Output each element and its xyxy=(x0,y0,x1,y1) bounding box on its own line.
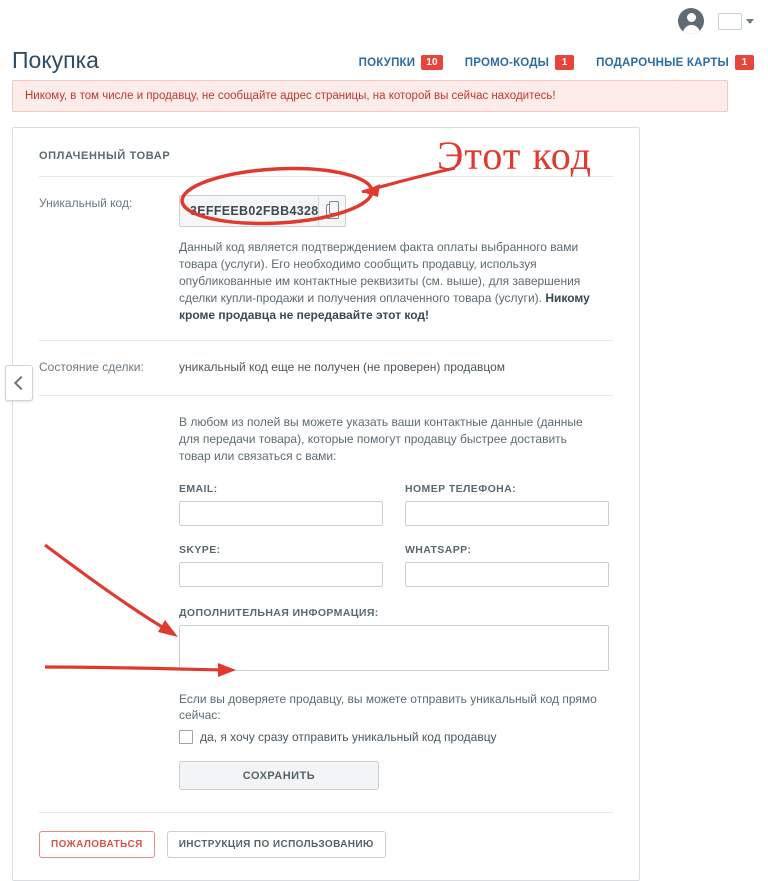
email-field-group xyxy=(179,481,383,526)
unique-code-description xyxy=(179,239,599,324)
skype-label: SKYPE: xyxy=(179,544,221,556)
phone-field-group xyxy=(405,481,609,526)
deal-state-value: уникальный код еще не получен (не проверен) продавцом xyxy=(179,360,506,374)
instruction-button[interactable]: ИНСТРУКЦИЯ ПО ИСПОЛЬЗОВАНИЮ xyxy=(167,831,386,858)
page-header xyxy=(12,42,754,72)
contacts-fields xyxy=(179,481,609,587)
panel-footer xyxy=(13,831,639,880)
unique-code-value: 3EFFEEB02FBB4328 xyxy=(190,204,319,218)
russian-flag-icon xyxy=(718,13,742,30)
send-code-checkbox[interactable] xyxy=(179,730,193,744)
whatsapp-label: WHATSAPP: xyxy=(405,544,472,556)
contacts-spacer xyxy=(39,414,179,790)
warning-banner: Никому, в том числе и продавцу, не сообщайте адрес страницы, на которой вы сейчас находитесь! xyxy=(12,80,728,112)
extra-info-textarea[interactable] xyxy=(179,625,609,671)
nav-item-purchases-label: ПОКУПКИ xyxy=(358,56,416,69)
nav-item-giftcards-badge: 1 xyxy=(735,55,754,70)
unique-code-description-text: Данный код является подтверждением факта оплаты выбранного вами товара (услуги). Его необходимо сообщить продавцу, используя опубликованные им контактные реквизиты (см. выше), для завершения сделки купли-продажи и получения оплаченного товара (услуги). xyxy=(179,240,581,305)
extra-info-label: ДОПОЛНИТЕЛЬНАЯ ИНФОРМАЦИЯ: xyxy=(179,607,379,619)
skype-field-group xyxy=(179,542,383,587)
email-input[interactable] xyxy=(179,501,383,526)
language-selector[interactable] xyxy=(718,13,754,30)
phone-label: НОМЕР ТЕЛЕФОНА: xyxy=(405,483,516,495)
user-avatar-icon[interactable] xyxy=(678,8,704,34)
chevron-down-icon xyxy=(746,19,754,24)
contacts-intro: В любом из полей вы можете указать ваши контактные данные (данные для передачи товара), которые помогут продавцу быстрее доставить товар или связаться с вами: xyxy=(179,415,583,463)
purchase-panel xyxy=(12,127,640,881)
panel-title: ОПЛАЧЕННЫЙ ТОВАР xyxy=(39,150,171,162)
nav-item-purchases-badge: 10 xyxy=(421,55,443,70)
top-bar xyxy=(678,8,754,34)
email-label: EMAIL: xyxy=(179,483,218,495)
unique-code-field[interactable] xyxy=(179,195,346,227)
send-code-checkbox-label: да, я хочу сразу отправить уникальный код продавцу xyxy=(200,730,497,744)
nav-item-giftcards-label: ПОДАРОЧНЫЕ КАРТЫ xyxy=(596,56,729,69)
whatsapp-field-group xyxy=(405,542,609,587)
nav-item-promocodes-label: ПРОМО-КОДЫ xyxy=(464,56,550,69)
nav-item-promocodes[interactable] xyxy=(465,55,574,70)
complain-button[interactable]: ПОЖАЛОВАТЬСЯ xyxy=(39,831,155,858)
unique-code-row xyxy=(13,177,639,324)
skype-input[interactable] xyxy=(179,562,383,587)
annotation-label-code: Этот код xyxy=(437,133,592,178)
deal-state-label: Состояние сделки: xyxy=(39,360,144,374)
nav-item-giftcards[interactable] xyxy=(596,55,754,70)
copy-icon xyxy=(326,204,339,219)
chevron-left-icon xyxy=(13,376,27,390)
unique-code-description-bold: Никому кроме продавца не передавайте этот код! xyxy=(179,291,590,322)
sidebar-collapse-toggle[interactable] xyxy=(5,365,33,401)
header-nav xyxy=(359,55,754,72)
send-code-checkbox-row[interactable] xyxy=(179,729,613,745)
deal-state-row xyxy=(13,341,639,375)
whatsapp-input[interactable] xyxy=(405,562,609,587)
save-button[interactable]: СОХРАНИТЬ xyxy=(179,761,379,790)
trust-text: Если вы доверяете продавцу, вы можете отправить уникальный код прямо сейчас: xyxy=(179,692,597,722)
nav-item-promocodes-badge: 1 xyxy=(555,55,574,70)
page-title: Покупка xyxy=(12,47,99,73)
phone-input[interactable] xyxy=(405,501,609,526)
divider xyxy=(39,812,613,813)
unique-code-label: Уникальный код: xyxy=(39,196,133,210)
nav-item-purchases[interactable] xyxy=(359,55,443,70)
contacts-block xyxy=(13,396,639,790)
copy-code-button[interactable] xyxy=(318,196,345,226)
